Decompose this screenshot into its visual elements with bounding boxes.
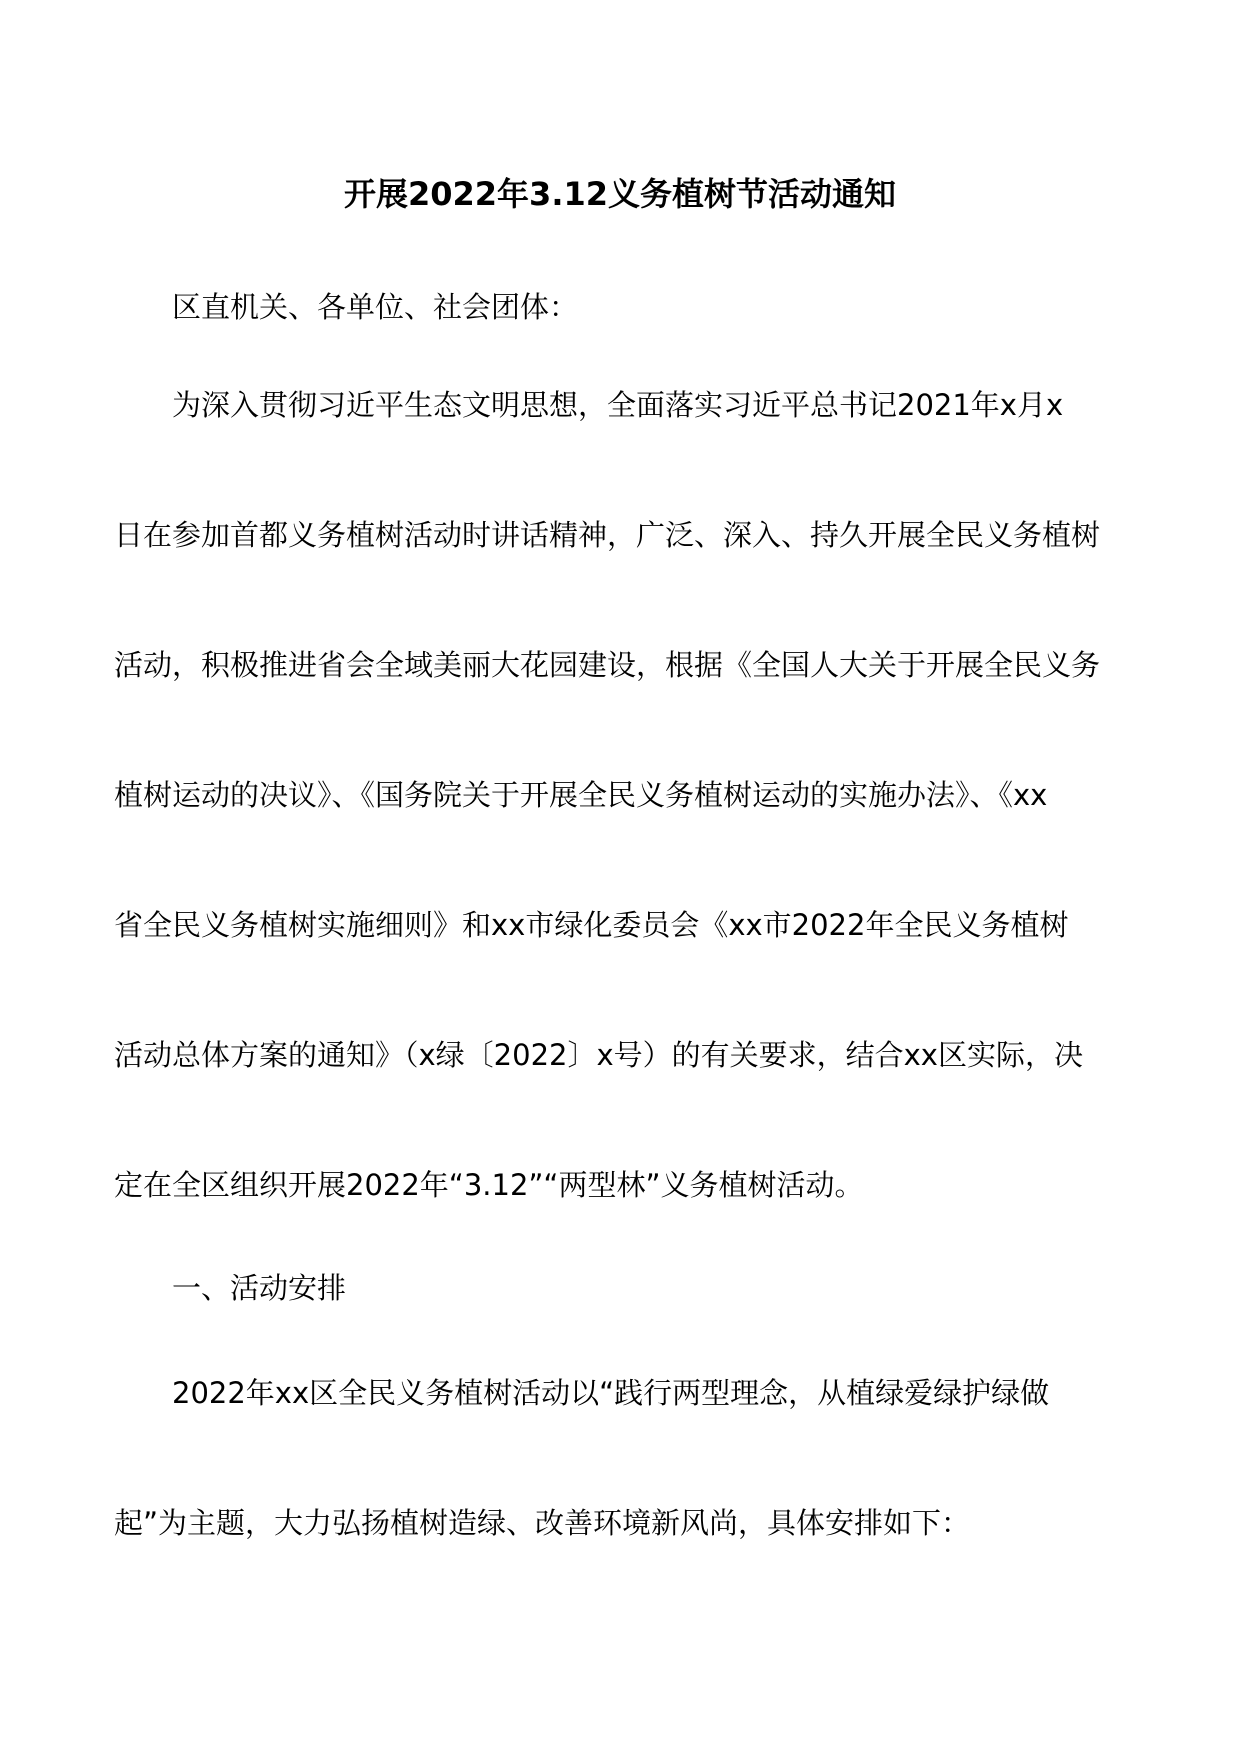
paragraph-line-6: 活动总体方案的通知》（x绿〔2022〕x号）的有关要求，结合xx区实际，决	[114, 1038, 1083, 1072]
paragraph-line-2: 日在参加首都义务植树活动时讲话精神，广泛、深入、持久开展全民义务植树	[114, 518, 1101, 552]
paragraph-line-3: 活动，积极推进省会全域美丽大花园建设，根据《全国人大关于开展全民义务	[114, 648, 1101, 682]
paragraph-line-4: 植树运动的决议》、《国务院关于开展全民义务植树运动的实施办法》、《xx	[114, 778, 1048, 812]
paragraph-line-1: 为深入贯彻习近平生态文明思想，全面落实习近平总书记2021年x月x	[172, 388, 1064, 422]
paragraph-line-7: 定在全区组织开展2022年“3.12”“两型林”义务植树活动。	[114, 1168, 864, 1202]
salutation-line: 区直机关、各单位、社会团体：	[172, 290, 579, 324]
section-heading: 一、活动安排	[172, 1271, 347, 1305]
paragraph-line-5: 省全民义务植树实施细则》和xx市绿化委员会《xx市2022年全民义务植树	[114, 908, 1069, 942]
paragraph-line-10: 起”为主题，大力弘扬植树造绿、改善环境新风尚，具体安排如下：	[114, 1506, 971, 1540]
paragraph-line-9: 2022年xx区全民义务植树活动以“践行两型理念，从植绿爱绿护绿做	[172, 1376, 1050, 1410]
document-title: 开展2022年3.12义务植树节活动通知	[343, 175, 897, 213]
